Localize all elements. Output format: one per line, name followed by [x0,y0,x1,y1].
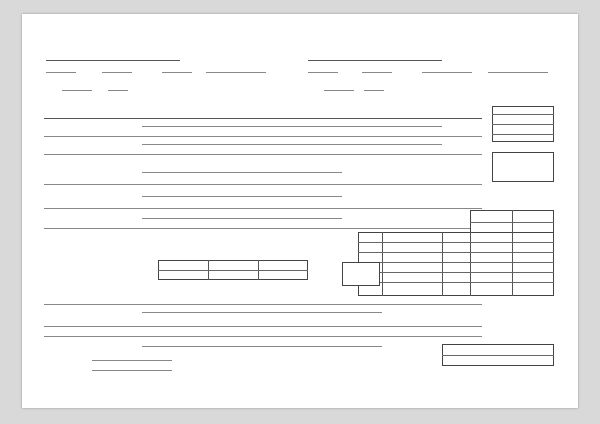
form-line [142,144,442,145]
form-line [44,326,482,327]
period-box [342,262,380,286]
form-line [142,126,442,127]
form-line [44,304,482,305]
form-line [44,118,482,119]
form-line [142,312,382,313]
field-line [92,360,172,361]
document-sheet [22,14,578,408]
form-line [44,208,482,209]
field-line [422,72,472,73]
field-line [308,72,338,73]
date-line [62,90,92,91]
field-line [162,72,192,73]
date-line [364,90,384,91]
field-line [92,370,172,371]
date-line [108,90,128,91]
field-line [46,72,76,73]
code-table [492,152,554,182]
form-line [44,336,482,337]
signature-line [46,60,180,61]
form-line [142,172,342,173]
field-line [206,72,266,73]
date-line [324,90,354,91]
field-line [362,72,392,73]
form-line [44,228,482,229]
form-line [142,346,382,347]
field-line [102,72,132,73]
field-line [488,72,548,73]
form-line [44,184,482,185]
form-line [142,218,342,219]
form-line [142,196,342,197]
form-line [44,154,482,155]
signature-line [308,60,442,61]
form-line [44,136,482,137]
